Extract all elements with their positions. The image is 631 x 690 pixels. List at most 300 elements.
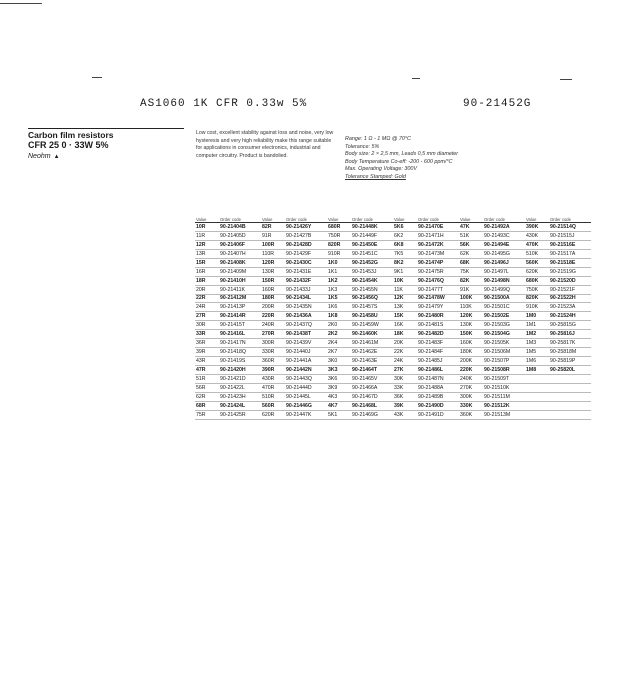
order-code: 90-21420H [219,366,261,375]
order-code: 90-21508R [483,366,525,375]
resistance-value: 750R [327,231,351,240]
order-code: 90-21484F [417,348,459,357]
resistance-value: 1M3 [525,339,549,348]
resistance-value: 11K [393,285,417,294]
resistance-value: 2K7 [327,348,351,357]
brand-line [28,153,178,160]
resistance-value: 7K5 [393,249,417,258]
resistance-value: 18K [393,330,417,339]
resistance-value: 1M8 [525,366,549,375]
order-code: 90-21455N [351,285,393,294]
table-row [195,383,591,392]
resistance-value: 4K3 [327,392,351,401]
order-code: 90-21473M [417,249,459,258]
table-row [195,357,591,366]
table-row [195,374,591,383]
order-code [549,383,591,392]
order-code: 90-21445L [285,392,327,401]
resistance-value: 22K [393,348,417,357]
resistance-value: 3K3 [327,366,351,375]
order-code: 90-21460K [351,330,393,339]
resistance-value: 300R [261,339,285,348]
resistance-value: 180R [261,294,285,303]
resistance-value: 18R [195,276,219,285]
resistance-value: 27K [393,366,417,375]
product-description: Low cost, excellent stability against loss and noise, very low hysteresis and very high reliability make this range suitable for applications in consumer electronics, industrial and computer circuitry. Product is bandolied. [196,130,334,159]
scan-speck [0,3,42,4]
order-code: 90-21412M [219,294,261,303]
resistance-value [525,383,549,392]
order-code: 90-21507P [483,357,525,366]
order-code: 90-21485J [417,357,459,366]
order-code: 90-21516E [549,240,591,249]
order-code: 90-21404B [219,223,261,232]
order-code: 90-21440J [285,348,327,357]
order-code: 90-21429F [285,249,327,258]
column-header: Order code [417,210,459,223]
resistance-value: 30R [195,321,219,330]
order-code: 90-21442N [285,366,327,375]
resistance-value: 20R [195,285,219,294]
order-code: 90-21499Q [483,285,525,294]
resistance-value: 910K [525,303,549,312]
resistance-value: 240R [261,321,285,330]
order-code: 90-21470E [417,223,459,232]
resistance-value: 100K [459,294,483,303]
resistance-value: 3K6 [327,374,351,383]
order-code: 90-21446G [285,401,327,410]
table-row [195,223,591,232]
order-code: 90-21434L [285,294,327,303]
order-code: 90-21480R [417,312,459,321]
table-row [195,285,591,294]
order-code: 90-21514Q [549,223,591,232]
order-code: 90-21422L [219,383,261,392]
resistance-value: 62K [459,249,483,258]
order-code: 90-21427B [285,231,327,240]
order-code: 90-25816J [549,330,591,339]
order-code: 90-21454K [351,276,393,285]
order-code: 90-21407H [219,249,261,258]
order-code: 90-21406F [219,240,261,249]
column-header: Value [195,210,219,223]
order-code: 90-21520D [549,276,591,285]
resistance-value: 3K9 [327,383,351,392]
table-row [195,401,591,410]
order-code: 90-21459W [351,321,393,330]
order-code: 90-21435N [285,303,327,312]
resistance-value: 1K2 [327,276,351,285]
order-code: 90-21426Y [285,223,327,232]
order-code: 90-21456Q [351,294,393,303]
order-code: 90-21487N [417,374,459,383]
column-header: Order code [285,210,327,223]
resistance-value: 13K [393,303,417,312]
resistance-value: 620R [261,410,285,419]
order-code: 90-21416L [219,330,261,339]
column-header: Value [393,210,417,223]
resistance-value: 9K1 [393,267,417,276]
resistance-value: 56K [459,240,483,249]
resistance-value: 1M1 [525,321,549,330]
order-code: 90-21437Q [285,321,327,330]
resistance-value [525,374,549,383]
order-code: 90-21415T [219,321,261,330]
order-code: 90-21481S [417,321,459,330]
resistance-value: 24R [195,303,219,312]
order-code: 90-21464T [351,366,393,375]
order-code: 90-21405D [219,231,261,240]
resistance-value: 6K8 [393,240,417,249]
resistance-value: 43K [393,410,417,419]
resistance-value: 51R [195,374,219,383]
order-code: 90-21438T [285,330,327,339]
order-code: 90-21471H [417,231,459,240]
order-code: 90-21500A [483,294,525,303]
table-row [195,330,591,339]
order-code: 90-21509T [483,374,525,383]
order-code: 90-21462E [351,348,393,357]
resistance-value: 200R [261,303,285,312]
order-code: 90-21408K [219,258,261,267]
order-code: 90-21410H [219,276,261,285]
order-code: 90-21448K [351,223,393,232]
order-code: 90-21458U [351,312,393,321]
resistance-value [525,410,549,419]
resistance-value: 82R [261,223,285,232]
resistance-value: 330R [261,348,285,357]
resistance-value: 91K [459,285,483,294]
product-title: Carbon film resistors [28,130,114,140]
order-code: 90-25820L [549,366,591,375]
order-code: 90-25815G [549,321,591,330]
spec-line: Max. Operating Voltage: 300V [345,166,418,173]
table-row [195,303,591,312]
table-row [195,231,591,240]
order-code: 90-21502E [483,312,525,321]
table-row [195,348,591,357]
order-code: 90-25817K [549,339,591,348]
order-code: 90-21475R [417,267,459,276]
resistance-value: 75K [459,267,483,276]
resistance-value: 51K [459,231,483,240]
resistance-value: 110R [261,249,285,258]
resistance-value: 36R [195,339,219,348]
order-code: 90-21490D [417,401,459,410]
order-code: 90-21469G [351,410,393,419]
resistance-value: 33R [195,330,219,339]
resistance-value: 130R [261,267,285,276]
resistance-value: 5K1 [327,410,351,419]
resistance-value: 510R [261,392,285,401]
brand-triangle-icon: ▲ [53,154,60,160]
resistance-value: 220K [459,366,483,375]
order-code: 90-21428D [285,240,327,249]
resistance-value: 330K [459,401,483,410]
order-code: 90-21521F [549,285,591,294]
resistance-value: 110K [459,303,483,312]
resistance-value: 15R [195,258,219,267]
order-code: 90-21498N [483,276,525,285]
document-header [140,98,540,110]
order-code: 90-25819P [549,357,591,366]
order-code: 90-21430C [285,258,327,267]
column-header: Value [261,210,285,223]
resistance-value: 2K4 [327,339,351,348]
resistance-value: 1M2 [525,330,549,339]
order-code: 90-21518E [549,258,591,267]
order-code: 90-21501C [483,303,525,312]
order-code: 90-21444D [285,383,327,392]
resistance-value: 130K [459,321,483,330]
order-code: 90-21522H [549,294,591,303]
order-code: 90-21425R [219,410,261,419]
table-row [195,410,591,419]
order-code: 90-21465V [351,374,393,383]
resistance-value: 150R [261,276,285,285]
resistance-value: 120R [261,258,285,267]
resistance-value: 430K [525,231,549,240]
order-code: 90-21517A [549,249,591,258]
order-code: 90-21496J [483,258,525,267]
resistance-value: 560R [261,401,285,410]
resistance-value: 270K [459,383,483,392]
resistance-value: 1M6 [525,357,549,366]
resistance-value: 4K7 [327,401,351,410]
order-code: 90-21418Q [219,348,261,357]
resistance-value: 16K [393,321,417,330]
order-code: 90-21417N [219,339,261,348]
resistance-value: 150K [459,330,483,339]
resistance-value: 560K [525,258,549,267]
resistance-value: 5K6 [393,223,417,232]
resistance-value: 360R [261,357,285,366]
table-row [195,276,591,285]
resistance-value: 91R [261,231,285,240]
order-code: 90-21515J [549,231,591,240]
column-header: Value [327,210,351,223]
resistance-value: 47K [459,223,483,232]
column-header: Order code [351,210,393,223]
resistance-value: 1K8 [327,312,351,321]
title-rule [28,128,184,129]
resistance-value [525,401,549,410]
resistance-value: 820K [525,294,549,303]
table-row [195,339,591,348]
resistance-value: 510K [525,249,549,258]
order-code: 90-21483F [417,339,459,348]
spec-line: Tolerance: 5% [345,143,380,150]
resistance-value: 6K2 [393,231,417,240]
resistance-value: 180K [459,348,483,357]
order-code: 90-21478W [417,294,459,303]
resistance-value: 39R [195,348,219,357]
order-code: 90-21443Q [285,374,327,383]
resistance-value: 1M5 [525,348,549,357]
resistance-value: 8K2 [393,258,417,267]
column-header: Value [525,210,549,223]
order-code: 90-21476Q [417,276,459,285]
order-code: 90-21494E [483,240,525,249]
order-code: 90-21468L [351,401,393,410]
scan-speck [560,79,572,80]
resistance-value: 680K [525,276,549,285]
column-header: Order code [483,210,525,223]
order-code: 90-21432F [285,276,327,285]
product-specs [345,136,535,182]
order-code: 90-21497L [483,267,525,276]
resistance-value: 22R [195,294,219,303]
order-code: 90-21466A [351,383,393,392]
resistance-value: 470R [261,383,285,392]
order-code: 90-21491D [417,410,459,419]
resistance-value: 1K0 [327,258,351,267]
order-code: 90-21414R [219,312,261,321]
order-code: 90-21433J [285,285,327,294]
order-code: 90-21524H [549,312,591,321]
order-code: 90-21451C [351,249,393,258]
order-code: 90-21467D [351,392,393,401]
order-code [549,374,591,383]
resistance-value: 10R [195,223,219,232]
resistance-value: 56R [195,383,219,392]
resistance-value: 2K2 [327,330,351,339]
resistance-value: 24K [393,357,417,366]
order-code [549,392,591,401]
product-subtitle: CFR 25 0 · 33W 5% [28,140,109,150]
resistance-value: 11R [195,231,219,240]
order-code: 90-21423H [219,392,261,401]
resistance-value: 82K [459,276,483,285]
resistance-value: 1K3 [327,285,351,294]
resistance-value: 30K [393,374,417,383]
order-code: 90-21474P [417,258,459,267]
order-code [549,401,591,410]
spec-line: Body Temperature Co-eff: -200 - 600 ppm/°C [345,158,453,165]
order-code: 90-21424L [219,401,261,410]
scan-speck [412,78,420,79]
order-code: 90-21449F [351,231,393,240]
brand-name: Neohm [28,153,51,160]
header-left-code: AS1060 1K CFR 0.33w 5% [140,98,308,110]
order-code: 90-21511M [483,392,525,401]
resistance-value: 3K0 [327,357,351,366]
table-row [195,267,591,276]
order-code: 90-21472K [417,240,459,249]
order-code: 90-21503G [483,321,525,330]
spec-line: Body size: 2 × 2,5 mm, Leads 0,5 mm diameter [345,151,459,158]
column-header: Order code [549,210,591,223]
order-code: 90-21441A [285,357,327,366]
order-code: 90-21450E [351,240,393,249]
resistance-value: 910R [327,249,351,258]
resistance-value: 100R [261,240,285,249]
resistance-value: 68R [195,401,219,410]
order-code: 90-21493C [483,231,525,240]
resistance-value: 200K [459,357,483,366]
resistance-value: 13R [195,249,219,258]
resistance-value: 33K [393,383,417,392]
resistance-value: 47R [195,366,219,375]
resistance-value: 1K1 [327,267,351,276]
resistance-value: 240K [459,374,483,383]
resistance-value: 820R [327,240,351,249]
table-row [195,240,591,249]
resistance-value: 39K [393,401,417,410]
order-code: 90-21419S [219,357,261,366]
order-code: 90-25818M [549,348,591,357]
order-code: 90-21409M [219,267,261,276]
table-row [195,366,591,375]
column-header: Order code [219,210,261,223]
resistance-value: 270R [261,330,285,339]
resistance-value: 220R [261,312,285,321]
table-row [195,294,591,303]
scan-speck [92,77,102,78]
order-code: 90-21463E [351,357,393,366]
resistance-value: 68K [459,258,483,267]
table-row [195,258,591,267]
order-code: 90-21452G [351,258,393,267]
resistance-value: 360K [459,410,483,419]
order-code: 90-21504G [483,330,525,339]
table-body [195,223,591,420]
resistance-value: 470K [525,240,549,249]
order-code: 90-21457S [351,303,393,312]
order-code: 90-21519G [549,267,591,276]
table-row [195,392,591,401]
resistance-value: 62R [195,392,219,401]
order-code: 90-21512K [483,401,525,410]
table-row [195,312,591,321]
resistance-value: 12R [195,240,219,249]
order-code: 90-21489B [417,392,459,401]
order-code: 90-21447K [285,410,327,419]
column-header: Value [459,210,483,223]
resistance-value: 1M0 [525,312,549,321]
resistance-value: 160R [261,285,285,294]
order-code [549,410,591,419]
resistance-value: 20K [393,339,417,348]
spec-line: Tolerance Stamped: Gold [345,173,406,180]
resistance-value: 12K [393,294,417,303]
order-code: 90-21431E [285,267,327,276]
order-code: 90-21453J [351,267,393,276]
resistance-value: 2K0 [327,321,351,330]
resistance-value: 10K [393,276,417,285]
resistance-value: 160K [459,339,483,348]
order-code: 90-21411K [219,285,261,294]
header-order-code: 90-21452G [463,98,532,110]
order-code: 90-21492A [483,223,525,232]
order-code: 90-21510K [483,383,525,392]
order-code: 90-21488A [417,383,459,392]
order-code: 90-21436A [285,312,327,321]
order-code: 90-21523A [549,303,591,312]
order-code: 90-21482D [417,330,459,339]
order-code: 90-21461M [351,339,393,348]
resistance-value: 1K5 [327,294,351,303]
order-code: 90-21413P [219,303,261,312]
resistance-value: 27R [195,312,219,321]
resistance-value: 36K [393,392,417,401]
resistance-value: 300K [459,392,483,401]
resistance-value: 43R [195,357,219,366]
resistor-table [195,210,591,420]
resistance-value [525,392,549,401]
spec-line: Range: 1 Ω - 1 MΩ @ 70°C [345,136,411,142]
resistance-value: 15K [393,312,417,321]
